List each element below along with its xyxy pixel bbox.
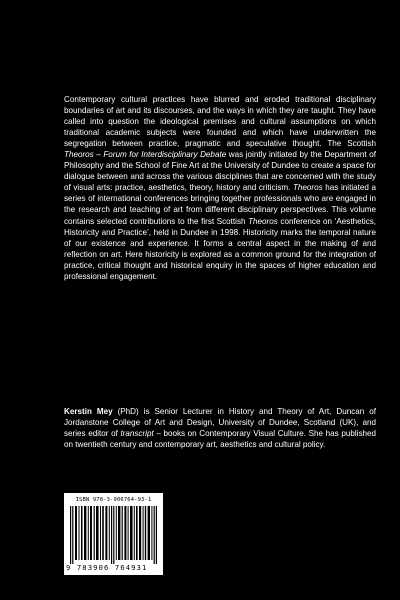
theoros-title: Theoros xyxy=(292,183,323,193)
author-bio-part-1: (PhD) is Senior Lecturer in History and Theory of Art, Duncan of Jordanstone College of Art and Design, University of Dundee, Scotland (UK), and series editor of xyxy=(64,407,376,439)
blurb-part-4: conference on ‘Aesthetics, Historicity and Practice’, held in Dundee in 1998. Historicity marks the temporal nature of our existence and experience. It forms a central aspect in the making of and reflection on art. Here historicity is explored as a common ground for the integration of practice, critical thought and historical enquiry in the spaces of higher education and professional engagement. xyxy=(64,216,376,281)
forum-title: Theoros – Forum for Interdisciplinary Debate xyxy=(64,150,227,160)
blurb-part-2: was jointly initiated by the Department of Philosophy and the School of Fine Art at the University of Dundee to create a space for dialogue between and across the various disciplines that are concerned with the study of visual arts: practice, aesthetics, theory, history and criticism. xyxy=(64,150,376,193)
barcode-bars-icon xyxy=(69,506,158,564)
theoros-title-2: Theoros xyxy=(248,216,278,226)
series-name: transcript xyxy=(120,429,154,439)
blurb-part-1: Contemporary cultural practices have blurred and eroded traditional disciplinary boundaries of art and its discourses, and the ways in which they are taught. They have called into question the ideological premises and cultural assumptions on which traditional academic subjects were founded and which have underwritten the segregation between practice, pragmatic and speculative thought. The Scottish xyxy=(64,95,376,149)
author-bio xyxy=(64,406,376,450)
blurb-text xyxy=(64,94,376,282)
isbn-label: ISBN 978-3-906764-93-1 xyxy=(75,497,152,503)
author-name: Kerstin Mey xyxy=(64,407,113,416)
blurb-part-3: has initiated a series of international conferences bringing together professionals who are engaged in the research and teaching of art from different disciplinary perspectives. This volume contains selected contributions to the first Scottish xyxy=(64,183,376,226)
barcode xyxy=(64,493,163,575)
author-bio-part-2: – books on Contemporary Visual Culture. She has published on twentieth century and contemporary art, aesthetics and cultural policy. xyxy=(64,429,376,450)
ean-digits: 9 783906 764931 xyxy=(66,563,148,572)
